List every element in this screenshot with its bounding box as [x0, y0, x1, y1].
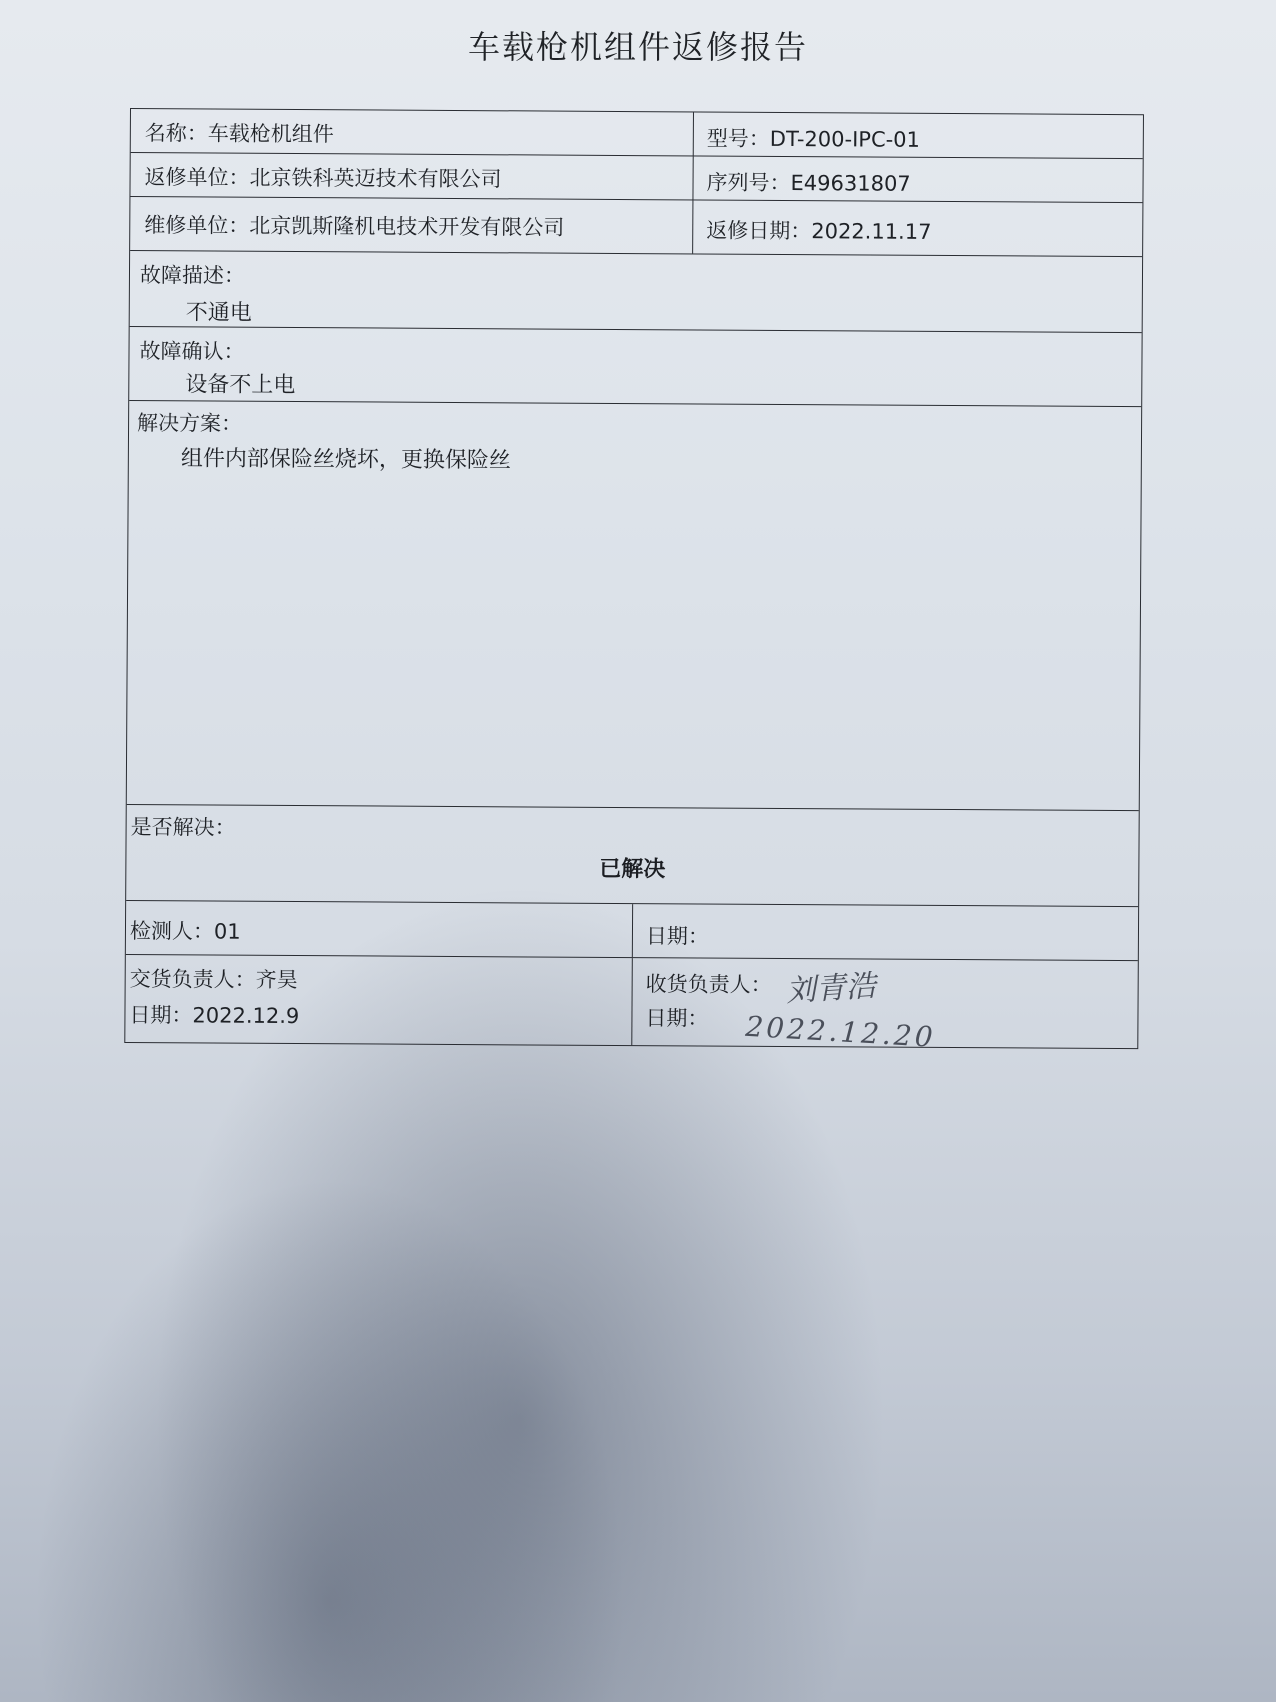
row-divider [692, 200, 693, 253]
report-form [124, 108, 1144, 1054]
row-return-unit-serial [130, 153, 1142, 203]
inspection-date-field: 日期： [645, 924, 710, 949]
model-field: 型号：DT-200-IPC-01 [706, 126, 921, 152]
row-divider [631, 958, 633, 1045]
row-delivery [125, 955, 1138, 1054]
solution-label: 解决方案： [137, 411, 243, 436]
repair-unit-field: 维修单位：北京凯斯隆机电技术开发有限公司 [144, 213, 565, 240]
serial-number-field: 序列号：E49631807 [706, 170, 911, 196]
resolved-label: 是否解决： [130, 815, 236, 840]
receiver-signature: 刘青浩 [784, 968, 877, 1010]
row-repair-unit-date [130, 197, 1142, 257]
resolved-value: 已解决 [599, 856, 666, 883]
sender-date-field: 日期：2022.12.9 [129, 1003, 300, 1029]
row-fault-confirmation [129, 327, 1141, 407]
fault-confirmation-value: 设备不上电 [185, 372, 296, 399]
row-divider [632, 904, 633, 957]
sender-field: 交货负责人：齐昊 [129, 967, 298, 993]
name-field: 名称：车载枪机组件 [144, 121, 334, 147]
row-name-model [131, 109, 1143, 159]
row-inspection [126, 901, 1138, 961]
receiver-date-handwritten: 2022.12.20 [744, 1009, 937, 1054]
row-fault-description [130, 251, 1142, 333]
fault-confirmation-label: 故障确认： [139, 339, 245, 364]
row-solution [127, 401, 1141, 811]
receiver-date-field: 日期： [645, 1006, 709, 1031]
row-divider [692, 156, 693, 199]
fault-description-value: 不通电 [185, 300, 252, 326]
document-title: 车载枪机组件返修报告 [467, 28, 808, 66]
return-unit-field: 返修单位：北京铁科英迈技术有限公司 [144, 165, 502, 192]
inspector-field: 检测人：01 [129, 919, 241, 944]
receiver-field: 收货负责人： [645, 972, 772, 997]
row-divider [693, 112, 694, 155]
fault-description-label: 故障描述： [139, 263, 246, 288]
solution-value: 组件内部保险丝烧坏，更换保险丝 [180, 446, 511, 474]
return-date-field: 返修日期：2022.11.17 [706, 218, 932, 244]
row-resolved [126, 805, 1139, 907]
